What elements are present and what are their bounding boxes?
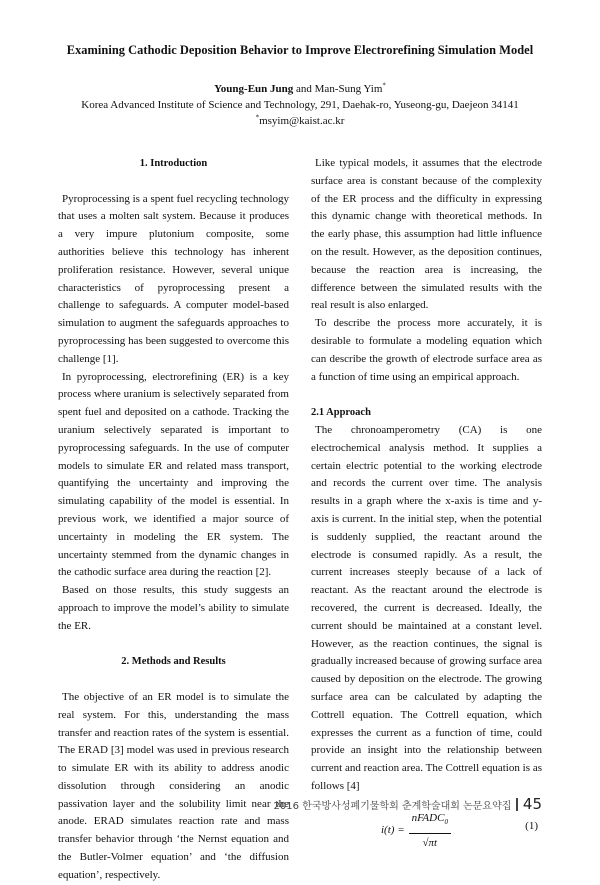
equation-denominator: √πt	[422, 836, 438, 849]
subsection-heading-approach: 2.1 Approach	[311, 407, 371, 419]
paragraph: Pyroprocessing is a spent fuel recycling technology that uses a molten salt system. Because it produces a very impure plutonium composite, some authorities believe this technology has inherent proliferation resistance. However, several unique characteristics of pyroprocessing present a challenge to safeguards. A computer model-based simulation to augment the safeguards approaches to pyroprocessing has been suggested to overcome this challenge [1].	[58, 192, 289, 365]
page-footer	[274, 795, 542, 813]
author-corresponding: Man-Sung Yim	[314, 83, 383, 95]
equation-numerator: nFADC$_0$	[409, 810, 451, 834]
right-column	[311, 155, 542, 852]
author-conjunction: and	[296, 83, 312, 95]
paragraph: The chronoamperometry (CA) is one electrochemical analysis method. It supplies a certain electric potential to the working electrode and records the current over time. The analysis results in a graph where the x-axis is time and y-axis is current. In the initial step, when the potential is suddenly supplied, the reactant around the electrode is consumed rapidly. As a result, the current increases steeply because of a lack of reactant. As the reactant around the electrode is recovered, the current is decreased. Ideally, the current should be maintained at a constant level. However, as the reaction continues, the signal is gradually increased because of growing surface area caused by deposition on the electrode. The growing surface area can be calculated by adapting the Cottrell equation. The Cottrell equation, which expresses the current as a function of time, could provide an insight into the relationship between current and reaction area. The Cottrell equation is as follows [4]	[311, 423, 542, 792]
paragraph: Based on those results, this study suggests an approach to improve the model’s ability to simulate the ER.	[58, 584, 289, 632]
conference-name: 2016 한국방사성폐기물학회 춘계학술대회 논문요약집	[273, 800, 512, 812]
equation-lhs: i(t) =	[381, 824, 405, 837]
equation-fraction	[409, 810, 451, 853]
equation-number: (1)	[525, 819, 538, 832]
email-line	[40, 115, 560, 127]
author-line	[40, 83, 560, 95]
paragraph: To describe the process more accurately, it is desirable to formulate a modeling equation which can describe the growth of electrode surface area as a function of time using an empirical approach.	[311, 317, 542, 383]
email-mark: *	[255, 113, 260, 122]
paragraph: The objective of an ER model is to simulate the real system. For this, understanding the mass transfer and reaction rates of the system is essential. The ERAD [3] model was used in previous research to simulate ER with its ability to address anodic dissolution through considering an anodic passivation layer and the solubility limit near the anode. ERAD simulates reaction rate and mass transfer behavior through ‘the Nernst equation and the Butler-Volmer equation’ and ‘the diffusion equation’, respectively.	[58, 690, 289, 881]
footer-divider	[516, 798, 518, 811]
paragraph: Like typical models, it assumes that the electrode surface area is constant because of the complexity of the ER process and the difficulty in expressing this dynamic change with theoretical methods. In the early phase, this assumption had little influence on the result. However, as the deposition continues, because the reaction area is increasing, the difference between the simulated results with the real result is also enlarged.	[311, 157, 542, 312]
author-primary: Young-Eun Jung	[214, 83, 294, 95]
paragraph: In pyroprocessing, electrorefining (ER) is a key process where uranium is selectively separated from spent fuel and deposited on a cathode. Tracking the uranium selectively separated is important to pyroprocessing safeguards. In the use of computer models to simulate ER and related mass transport, quantifying the uncertainty and improving the simulating capability of the model is essential. In previous work, we identified a major source of uncertainty in modeling the ER system. The uncertainty stemmed from the dynamic changes in the cathodic surface area during the reaction [2].	[58, 370, 289, 579]
author-email: msyim@kaist.ac.kr	[259, 115, 345, 127]
section-heading-methods: 2. Methods and Results	[121, 656, 226, 668]
paper-title: Examining Cathodic Deposition Behavior to Improve Electrorefining Simulation Model	[66, 43, 534, 57]
page-number: 45	[522, 795, 542, 813]
section-heading-introduction: 1. Introduction	[139, 158, 208, 169]
left-column	[58, 155, 289, 885]
affiliation: Korea Advanced Institute of Science and Technology, 291, Daehak-ro, Yuseong-gu, Daejeon 34141	[81, 99, 519, 111]
corresponding-mark: *	[382, 81, 386, 90]
